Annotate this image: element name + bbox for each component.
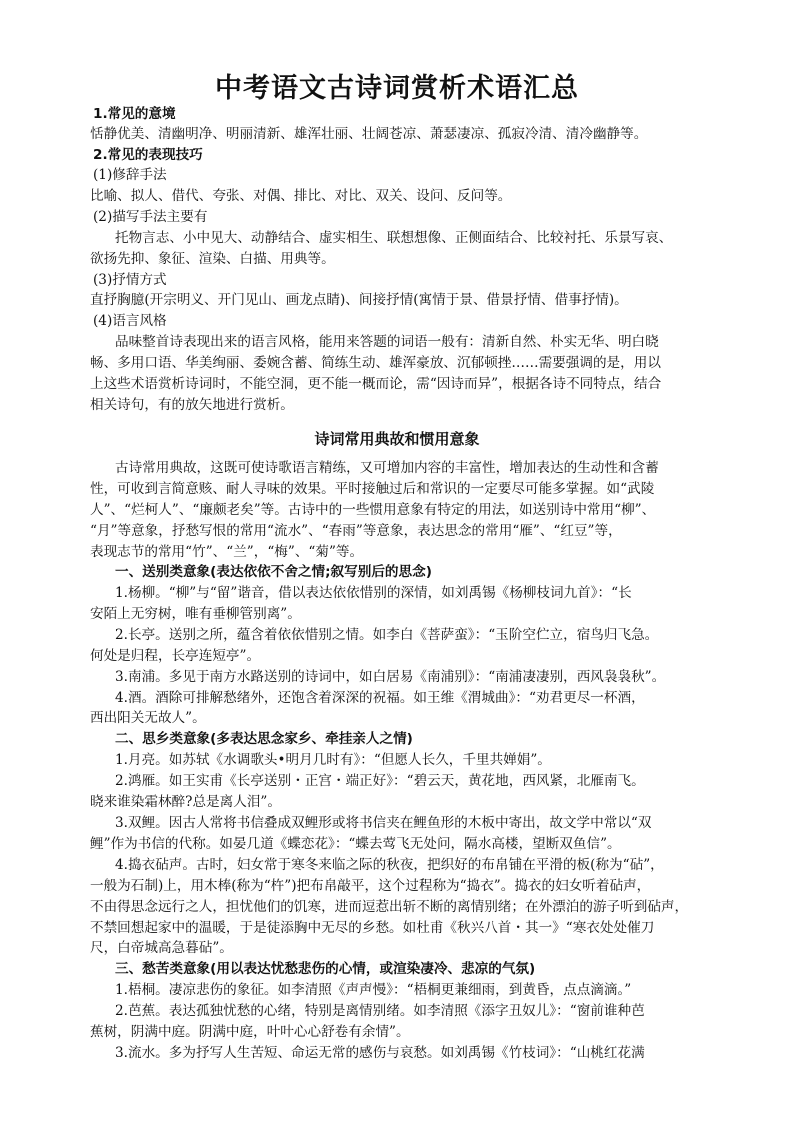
paragraph-line: 4.酒。酒除可排解愁绪外，还饱含着深深的祝福。如王维《渭城曲》：“劝君更尽一杯酒， (115, 690, 645, 706)
paragraph-line: 古诗常用典故，这既可使诗歌语言精练，又可增加内容的丰富性，增加表达的生动性和含蓄 (115, 460, 659, 476)
category-heading: 二、思乡类意象(多表达思念家乡、牵挂亲人之情) (115, 731, 413, 747)
paragraph-line: 3.南浦。多见于南方水路送别的诗词中，如白居易《南浦别》：“南浦凄凄别，西风袅袅秋”。 (115, 669, 666, 685)
paragraph-line: 西出阳关无故人”。 (90, 710, 206, 726)
paragraph-line: 一般为石制)上，用木棒(称为“杵”)把布帛敲平，这个过程称为“捣衣”。捣衣的妇女听着砧声， (90, 878, 651, 894)
paragraph-line: 不由得思念远行之人，担忧他们的饥寒，进而逗惹出斩不断的离情别绪；在外漂泊的游子听到砧声， (90, 899, 689, 915)
paragraph-line: 相关诗句，有的放矢地进行赏析。 (90, 397, 294, 413)
paragraph-line: 何处是归程，长亭连短亭”。 (90, 648, 261, 664)
heading-1: 1.常见的意境 (93, 106, 176, 122)
paragraph-line: 人”、“烂柯人”、“廉颇老矣”等。古诗中的一些惯用意象有特定的用法，如送别诗中常用“柳”、 (90, 502, 656, 518)
paragraph-line: 1.梧桐。凄凉悲伤的象征。如李清照《声声慢》：“梧桐更兼细雨，到黄昏，点点滴滴。” (115, 982, 632, 998)
section-title: 诗词常用典故和惯用意象 (314, 430, 480, 448)
paragraph-line: 3.双鲤。因古人常将书信叠成双鲤形或将书信夹在鲤鱼形的木板中寄出，故文学中常以“双 (115, 815, 652, 831)
paragraph-line: 直抒胸臆(开宗明义、开门见山、画龙点睛)、间接抒情(寓情于景、借景抒情、借事抒情)。 (90, 292, 628, 308)
subheading: (3)抒情方式 (93, 272, 167, 288)
subheading: (1)修辞手法 (93, 167, 167, 183)
paragraph-line: 不禁回想起家中的温暖，于是徒添胸中无尽的乡愁。如杜甫《秋兴八首・其一》“寒衣处处催刀 (90, 920, 655, 936)
paragraph-line: 3.流水。多为抒写人生苦短、命运无常的感伤与哀愁。如刘禹锡《竹枝词》：“山桃红花满 (115, 1045, 645, 1061)
paragraph-line: 欲扬先抑、象征、渲染、白描、用典等。 (90, 251, 335, 267)
page-title: 中考语文古诗词赏析术语汇总 (215, 73, 579, 104)
paragraph-line: 蕉树，阴满中庭。阴满中庭，叶叶心心舒卷有余情”。 (90, 1024, 410, 1040)
category-heading: 三、愁苦类意象(用以表达忧愁悲伤的心情，或渲染凄冷、悲凉的气氛) (115, 961, 536, 977)
paragraph-line: 1.月亮。如苏轼《水调歌头•明月几时有》：“但愿人长久，千里共婵娟”。 (115, 752, 551, 768)
paragraph-line: 1.杨柳。“柳”与“留”谐音，借以表达依依惜别的深情，如刘禹锡《杨柳枝词九首》：“长 (115, 585, 632, 601)
subheading: (4)语言风格 (93, 313, 167, 329)
paragraph-line: 2.芭蕉。表达孤独忧愁的心绪，特别是离情别绪。如李清照《添字丑奴儿》：“窗前谁种芭 (115, 1003, 645, 1019)
subheading: (2)描写手法主要有 (93, 209, 208, 225)
paragraph-line: 恬静优美、清幽明净、明丽清新、雄浑壮丽、壮阔苍凉、萧瑟凄凉、孤寂冷清、清冷幽静等。 (90, 126, 648, 142)
paragraph-line: 品味整首诗表现出来的语言风格，能用来答题的词语一般有：清新自然、朴实无华、明白晓 (115, 334, 659, 350)
paragraph-line: 4.捣衣砧声。古时，妇女常于寒冬来临之际的秋夜，把织好的布帛铺在平滑的板(称为“砧”， (115, 857, 664, 873)
paragraph-line: “月”等意象，抒愁写恨的常用“流水”、“春雨”等意象，表达思念的常用“雁”、“红豆”等， (90, 523, 622, 539)
paragraph-line: 2.长亭。送别之所，蕴含着依依惜别之情。如李白《菩萨蛮》：“玉阶空伫立，宿鸟归飞急。 (115, 627, 659, 643)
paragraph-line: 畅、多用口语、华美绚丽、委婉含蓄、简练生动、雄浑豪放、沉郁顿挫……需要强调的是，用以 (90, 355, 661, 371)
paragraph-line: 性，可收到言简意赅、耐人寻味的效果。平时接触过后和常识的一定要尽可能多掌握。如“武陵 (90, 481, 655, 497)
paragraph-line: 上这些术语赏析诗词时，不能空洞，更不能一概而论，需“因诗而异”，根据各诗不同特点，结合 (90, 376, 662, 392)
paragraph-line: 比喻、拟人、借代、夸张、对偶、排比、对比、双关、设问、反问等。 (90, 188, 512, 204)
paragraph-line: 晓来谁染霜林醉?总是离人泪”。 (90, 794, 281, 810)
paragraph-line: 安陌上无穷树，唯有垂柳管别离”。 (90, 606, 301, 622)
paragraph-line: 鲤”作为书信的代称。如晏几道《蝶恋花》：“蝶去莺飞无处问，隔水高楼，望断双鱼信”。 (90, 836, 621, 852)
paragraph-line: 表现志节的常用“竹”、“兰”，“梅”、“菊”等。 (90, 544, 364, 560)
paragraph-line: 托物言志、小中见大、动静结合、虚实相生、联想想像、正侧面结合、比较衬托、乐景写哀、 (115, 230, 673, 246)
heading-2: 2.常见的表现技巧 (93, 147, 203, 163)
paragraph-line: 尺，白帝城高急暮砧”。 (90, 940, 233, 956)
paragraph-line: 2.鸿雁。如王实甫《长亭送别・正宫・端正好》：“碧云天，黄花地，西风紧，北雁南飞。 (115, 773, 645, 789)
category-heading: 一、送别类意象(表达依依不舍之情;叙写别后的思念) (115, 564, 432, 580)
